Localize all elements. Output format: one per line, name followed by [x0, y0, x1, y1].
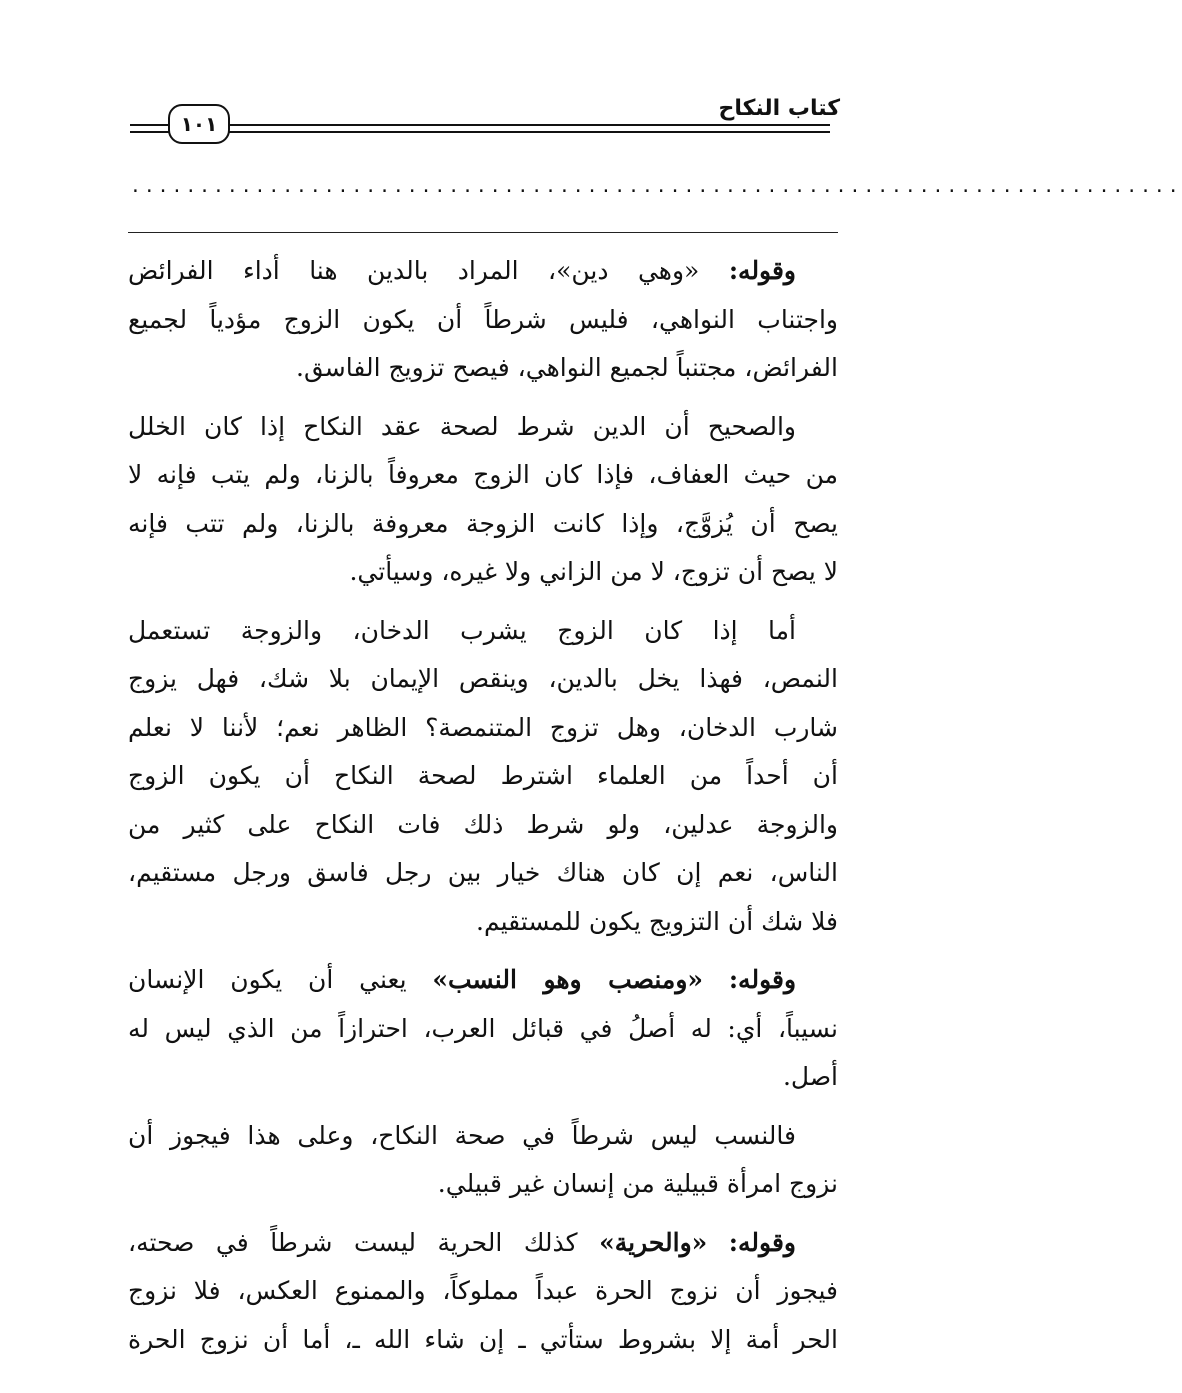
paragraph-lead: وقوله:	[728, 965, 797, 994]
text-line	[128, 956, 838, 1005]
text-line: والزوجة عدلين، ولو شرط ذلك فات النكاح على كثير من	[128, 809, 838, 839]
text-line: والصحيح أن الدين شرط لصحة عقد النكاح إذا كان الخلل	[128, 411, 796, 441]
header-rule-right	[228, 124, 830, 133]
page-body	[128, 247, 838, 1374]
paragraph-6	[128, 1219, 838, 1365]
text-line	[128, 247, 838, 296]
paragraph-lead: وقوله:	[728, 256, 796, 285]
paragraph-4	[128, 956, 838, 1102]
line-text: «وهي دين»، المراد بالدين هنا أداء الفرائض	[128, 256, 700, 285]
page-header	[128, 98, 840, 158]
text-line: أن أحداً من العلماء اشترط لصحة النكاح أن يكون الزوج	[128, 761, 838, 790]
text-line: لا يصح أن تزوج، لا من الزاني ولا غيره، وسيأتي.	[349, 557, 838, 586]
header-rule-left	[130, 124, 170, 133]
text-line: واجتناب النواهي، فليس شرطاً أن يكون الزوج مؤدياً لجميع	[128, 304, 838, 334]
text-line: يصح أن يُزوَّج، وإذا كانت الزوجة معروفة بالزنا، ولم تتب فإنه	[128, 508, 838, 538]
text-line	[128, 1219, 838, 1268]
section-rule	[128, 232, 838, 233]
text-line: شارب الدخان، وهل تزوج المتنمصة؟ الظاهر نعم؛ لأننا لا نعلم	[128, 712, 838, 742]
line-text: كذلك الحرية ليست شرطاً في صحته،	[128, 1227, 578, 1257]
paragraph-lead: وقوله:	[728, 1227, 796, 1257]
paragraph-3	[128, 607, 838, 947]
text-line: الناس، نعم إن كان هناك خيار بين رجل فاسق ورجل مستقيم،	[128, 858, 838, 887]
text-line: النمص، فهذا يخل بالدين، وينقص الإيمان بلا شك، فهل يزوج	[128, 664, 838, 693]
text-line: الحر أمة إلا بشروط ستأتي ـ إن شاء الله ـ، أما أن نزوج الحرة	[128, 1324, 839, 1354]
text-line: فيجوز أن نزوج الحرة عبداً مملوكاً، والممنوع العكس، فلا نزوج	[128, 1276, 838, 1305]
text-line: نزوج امرأة قبيلية من إنسان غير قبيلي.	[437, 1169, 838, 1198]
line-text: يعني أن يكون الإنسان	[128, 965, 407, 994]
quoted-term: «ومنصب وهو النسب»	[432, 965, 704, 994]
text-line: فالنسب ليس شرطاً في صحة النكاح، وعلى هذا فيجوز أن	[128, 1120, 796, 1150]
text-line: من حيث العفاف، فإذا كان الزوج معروفاً بالزنا، ولم يتب فإنه لا	[128, 460, 838, 489]
paragraph-1	[128, 247, 838, 393]
text-line: أصل.	[782, 1062, 838, 1091]
paragraph-2	[128, 403, 838, 597]
dotted-separator: ............................................................................	[130, 176, 1182, 197]
text-line: أما إذا كان الزوج يشرب الدخان، والزوجة تستعمل	[128, 615, 796, 645]
text-line: الفرائض، مجتنباً لجميع النواهي، فيصح تزويج الفاسق.	[296, 353, 838, 382]
quoted-term: «والحرية»	[599, 1227, 708, 1257]
page-number: ١٠١	[168, 104, 230, 144]
running-title: كتاب النكاح	[713, 96, 841, 121]
text-line: نسيباً، أي: له أصلُ في قبائل العرب، احترازاً من الذي ليس له	[128, 1013, 838, 1043]
paragraph-5	[128, 1112, 838, 1209]
text-line: فلا شك أن التزويج يكون للمستقيم.	[476, 906, 838, 936]
